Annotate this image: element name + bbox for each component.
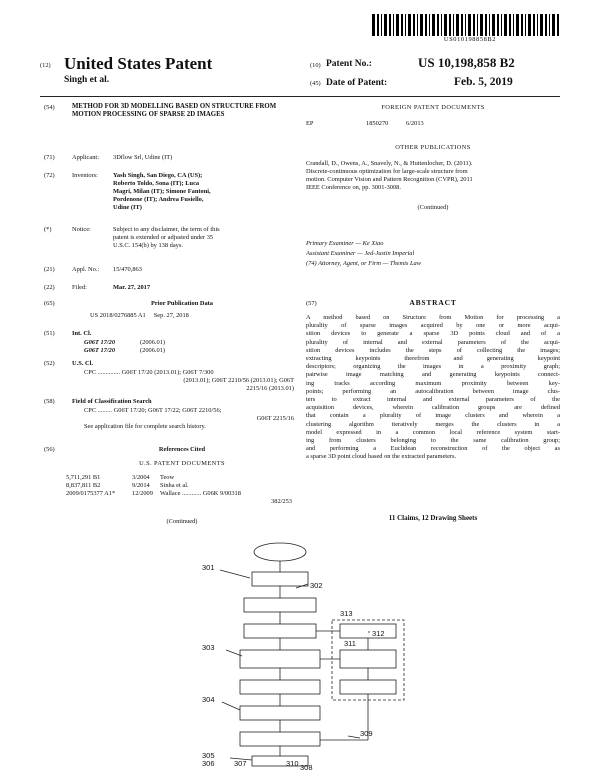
barcode-bar bbox=[425, 14, 427, 36]
inventor-line: Pordenone (IT); Andrea Fusiello, bbox=[113, 196, 204, 203]
figure-label: 312 bbox=[372, 629, 385, 638]
abstract-line: model expressed in a common local reference system start- bbox=[306, 428, 560, 436]
field-56-code: (56) bbox=[44, 446, 55, 453]
abstract-line: a sparse 3D point cloud based on the extracted parameters. bbox=[306, 453, 457, 461]
figure-label: 309 bbox=[360, 729, 373, 738]
barcode-bar bbox=[441, 14, 442, 36]
barcode-bar bbox=[485, 14, 487, 36]
field-52-code: (52) bbox=[44, 360, 55, 367]
figure-box bbox=[244, 598, 316, 612]
barcode-bar bbox=[413, 14, 415, 36]
right-continued: (Continued) bbox=[417, 204, 449, 211]
barcode-bar bbox=[528, 14, 531, 36]
barcode-bar bbox=[437, 14, 439, 36]
other-pubs-text bbox=[306, 160, 560, 192]
barcode-bar bbox=[405, 14, 406, 36]
attorney: (74) Attorney, Agent, or Firm — Themis Law bbox=[306, 260, 421, 267]
notice-text bbox=[113, 226, 293, 250]
field-51-code: (51) bbox=[44, 330, 55, 337]
figure-label: 308 bbox=[300, 763, 313, 770]
int-cl-heading: Int. Cl. bbox=[72, 330, 92, 337]
figure-box bbox=[240, 732, 320, 746]
barcode-bar bbox=[497, 14, 499, 36]
abstract-code: (57) bbox=[306, 300, 317, 307]
notice-line: U.S.C. 154(b) by 138 days. bbox=[113, 242, 183, 249]
barcode-bar bbox=[401, 14, 403, 36]
prior-pub-row: US 2018/0276885 A1 Sep. 27, 2018 bbox=[90, 312, 189, 319]
notice-code: (*) bbox=[44, 226, 52, 233]
barcode-bar bbox=[480, 14, 483, 36]
abstract-line: A method based on Structure from Motion for processing a bbox=[306, 314, 560, 321]
reference-row: 382/253 bbox=[271, 498, 292, 505]
kind-code-12: (12) bbox=[40, 62, 51, 69]
abstract-line: plurality of internal and external parameters of the acqui- bbox=[306, 338, 560, 346]
figure-label: 310 bbox=[286, 759, 299, 768]
foreign-docs-heading: FOREIGN PATENT DOCUMENTS bbox=[381, 104, 485, 111]
patent-no-label: Patent No.: bbox=[326, 59, 372, 69]
other-pub-line: IEEE Conference on, pp. 3001-3008. bbox=[306, 184, 401, 191]
field-54-title: METHOD FOR 3D MODELLING BASED ON STRUCTURE FROM MOTION PROCESSING OF SPARSE 2D IMAGES bbox=[72, 103, 277, 118]
notice-line: patent is extended or adjusted under 35 bbox=[113, 234, 214, 241]
barcode-bar bbox=[521, 14, 523, 36]
figure-label: 304 bbox=[202, 695, 215, 704]
abstract-line: ing tracks according maximum proximity between key- bbox=[306, 379, 560, 387]
notice-line: Subject to any disclaimer, the term of this bbox=[113, 226, 220, 233]
barcode-bar bbox=[444, 14, 447, 36]
date-label: Date of Patent: bbox=[326, 78, 388, 88]
figure-label: 301 bbox=[202, 563, 215, 572]
abstract-line: extracting keypoints therefrom and generating keypoint bbox=[306, 355, 560, 363]
search-line: See application file for complete search history. bbox=[84, 423, 206, 430]
barcode-bar bbox=[525, 14, 526, 36]
claims-sheets: 11 Claims, 12 Drawing Sheets bbox=[388, 514, 478, 522]
barcode-bar bbox=[552, 14, 555, 36]
field-71-code: (71) bbox=[44, 154, 55, 161]
figure-label: 307 bbox=[234, 759, 247, 768]
other-pub-line: Discrete-continuous optimization for large-scale structure from bbox=[306, 168, 468, 175]
barcode-bar bbox=[468, 14, 471, 36]
barcode-bar bbox=[432, 14, 435, 36]
inventors bbox=[113, 172, 293, 212]
barcode-bar bbox=[492, 14, 495, 36]
prior-pub-heading: Prior Publication Data bbox=[150, 300, 213, 307]
barcode-bar bbox=[449, 14, 451, 36]
filed-date: Mar. 27, 2017 bbox=[113, 284, 151, 291]
barcode-bar bbox=[477, 14, 478, 36]
us-cl-line: (2013.01); G06T 2210/56 (2013.01); G06T bbox=[183, 377, 294, 384]
inventor-line: Udine (IT) bbox=[113, 204, 142, 211]
left-continued: (Continued) bbox=[166, 518, 198, 525]
abstract-line: plurality of sparse images acquired by one or more acqui- bbox=[306, 322, 560, 330]
field-72-label: Inventors: bbox=[72, 172, 98, 179]
barcode-bar bbox=[533, 14, 535, 36]
us-patent-docs-heading: U.S. PATENT DOCUMENTS bbox=[139, 460, 225, 467]
barcode-bar bbox=[453, 14, 454, 36]
reference-row: 8,837,811 B2 9/2014 Sinha et al. bbox=[66, 482, 189, 489]
inventor-line: Roberto Toldo, Sona (IT); Luca bbox=[113, 180, 200, 187]
barcode-bar bbox=[384, 14, 387, 36]
reference-row: 2009/0175377 A1* 12/2009 Wallace ............ G06K 9/00318 bbox=[66, 490, 241, 497]
primary-examiner: Primary Examiner — Ke Xiao bbox=[306, 240, 384, 247]
barcode-bar bbox=[393, 14, 394, 36]
barcode-bar bbox=[465, 14, 466, 36]
patent-date: Feb. 5, 2019 bbox=[454, 76, 513, 88]
barcode-bar bbox=[509, 14, 511, 36]
barcode-bar bbox=[501, 14, 502, 36]
figure-start-node bbox=[254, 543, 306, 561]
document-title: United States Patent bbox=[64, 54, 213, 73]
abstract-line: clustering algorithm iteratively merges the clusters in a bbox=[306, 420, 560, 428]
us-cl-line: CPC .............. G06T 17/20 (2013.01); G06T 7/300 bbox=[84, 369, 214, 376]
barcode-bar bbox=[461, 14, 463, 36]
abstract-line: pairwise image matching and generating keypoints connect- bbox=[306, 371, 560, 379]
inventor-line: Magri, Milan (IT); Simone Fantoni, bbox=[113, 188, 211, 195]
field-22-label: Filed: bbox=[72, 284, 87, 291]
abstract-line: descriptors; organizing the images in a proximity graph; bbox=[306, 363, 560, 371]
search-line: CPC ......... G06T 17/20; G06T 17/22; G06T 2210/56; bbox=[84, 407, 222, 414]
barcode-bar bbox=[456, 14, 459, 36]
int-cl-row: G06T 17/20 (2006.01) bbox=[84, 347, 166, 354]
barcode-bar bbox=[381, 14, 382, 36]
other-pubs-heading: OTHER PUBLICATIONS bbox=[395, 144, 471, 151]
field-21-code: (21) bbox=[44, 266, 55, 273]
figure-box bbox=[240, 680, 320, 694]
search-line: G06T 2215/16 bbox=[256, 415, 294, 422]
examiners bbox=[306, 240, 560, 268]
figure-label: 313 bbox=[340, 609, 353, 618]
figure-box bbox=[340, 680, 396, 694]
other-pub-line: Crandall, D., Owens, A., Snavely, N., & Huttenlocher, D. (2011). bbox=[306, 160, 473, 167]
field-22-code: (22) bbox=[44, 284, 55, 291]
figure-label: 302 bbox=[310, 581, 323, 590]
barcode-bar bbox=[513, 14, 514, 36]
notice-label: Notice: bbox=[72, 226, 91, 233]
us-cl-heading: U.S. Cl. bbox=[72, 360, 93, 367]
figure-label: 306 bbox=[202, 759, 215, 768]
figure-label: 305 bbox=[202, 751, 215, 760]
barcode-bar bbox=[389, 14, 391, 36]
barcode-bar bbox=[516, 14, 519, 36]
abstract-line: sition devices includes the steps of collecting the images; bbox=[306, 346, 560, 354]
barcode-bar bbox=[429, 14, 430, 36]
int-cl-list bbox=[84, 339, 224, 355]
abstract-heading: ABSTRACT bbox=[409, 298, 457, 307]
abstract-line: ters to extract internal and external parameters of the bbox=[306, 396, 560, 404]
barcode-bar bbox=[408, 14, 411, 36]
abstract-line: points; performing an autocalibration between image clus- bbox=[306, 387, 560, 395]
patent-number: US 10,198,858 B2 bbox=[418, 55, 515, 70]
figure-label: 311 bbox=[344, 639, 356, 648]
figure-box bbox=[240, 706, 320, 720]
barcode-bar bbox=[540, 14, 543, 36]
barcode-bar bbox=[489, 14, 490, 36]
field-54-code: (54) bbox=[44, 104, 55, 111]
barcode-bar bbox=[396, 14, 399, 36]
assistant-examiner: Assistant Examiner — Jed-Justin Imperial bbox=[306, 250, 415, 257]
field-71-label: Applicant: bbox=[72, 154, 99, 161]
abstract-line: ing from clusters belonging to the same calibration group; bbox=[306, 437, 560, 445]
int-cl-row: G06T 17/20 (2006.01) bbox=[84, 339, 166, 346]
barcode-bar bbox=[473, 14, 475, 36]
figure-label: 303 bbox=[202, 643, 215, 652]
barcode-bar bbox=[377, 14, 379, 36]
abstract-text bbox=[306, 314, 560, 462]
barcode-bar bbox=[549, 14, 550, 36]
abstract-line: acquisition devices, wherein calibration groups are defined bbox=[306, 404, 560, 412]
barcode-number: US010198858B2 bbox=[443, 36, 497, 43]
figure-box bbox=[340, 650, 396, 668]
us-cl-text bbox=[84, 369, 294, 393]
figure-box bbox=[252, 572, 308, 586]
barcode-bar bbox=[557, 14, 559, 36]
other-pub-line: motion. Computer Vision and Pattern Recognition (CVPR), 2011 bbox=[306, 176, 473, 183]
barcode-bar bbox=[545, 14, 547, 36]
figure-box bbox=[340, 624, 396, 638]
abstract-line: and performing a Euclidean reconstruction of the object as bbox=[306, 445, 560, 453]
inventors-short: Singh et al. bbox=[64, 75, 110, 85]
foreign-doc-row: EP 1850270 6/2013 bbox=[306, 120, 424, 127]
figure-box bbox=[240, 650, 320, 668]
front-page-figure bbox=[200, 540, 430, 770]
barcode-bar bbox=[420, 14, 423, 36]
field-72-code: (72) bbox=[44, 172, 55, 179]
abstract-line: sition devices to generate a sparse 3D points cloud and of a bbox=[306, 330, 560, 338]
us-cl-line: 2215/16 (2013.01) bbox=[246, 385, 294, 392]
header-rule bbox=[40, 96, 560, 97]
search-heading: Field of Classification Search bbox=[72, 398, 152, 405]
barcode-bar bbox=[417, 14, 418, 36]
barcode-graphic bbox=[372, 14, 562, 36]
reference-row: 5,711,291 B1 3/2004 Teow bbox=[66, 474, 175, 481]
search-text bbox=[84, 407, 294, 431]
field-58-code: (58) bbox=[44, 398, 55, 405]
appl-no: 15/470,863 bbox=[113, 266, 142, 273]
applicant: 3Dflow Srl, Udine (IT) bbox=[113, 154, 173, 161]
date-code: (45) bbox=[310, 80, 321, 87]
abstract-line: that contain a plurality of image clusters and wherein a bbox=[306, 412, 560, 420]
inventor-line: Yash Singh, San Diego, CA (US); bbox=[113, 172, 203, 179]
figure-box bbox=[244, 624, 316, 638]
references-heading: References Cited bbox=[158, 446, 206, 453]
references-list bbox=[66, 474, 296, 506]
field-65-code: (65) bbox=[44, 300, 55, 307]
barcode-bar bbox=[504, 14, 507, 36]
patent-no-code: (10) bbox=[310, 62, 321, 69]
barcode-bar bbox=[372, 14, 375, 36]
barcode bbox=[372, 14, 562, 36]
barcode-bar bbox=[537, 14, 538, 36]
field-21-label: Appl. No.: bbox=[72, 266, 100, 273]
